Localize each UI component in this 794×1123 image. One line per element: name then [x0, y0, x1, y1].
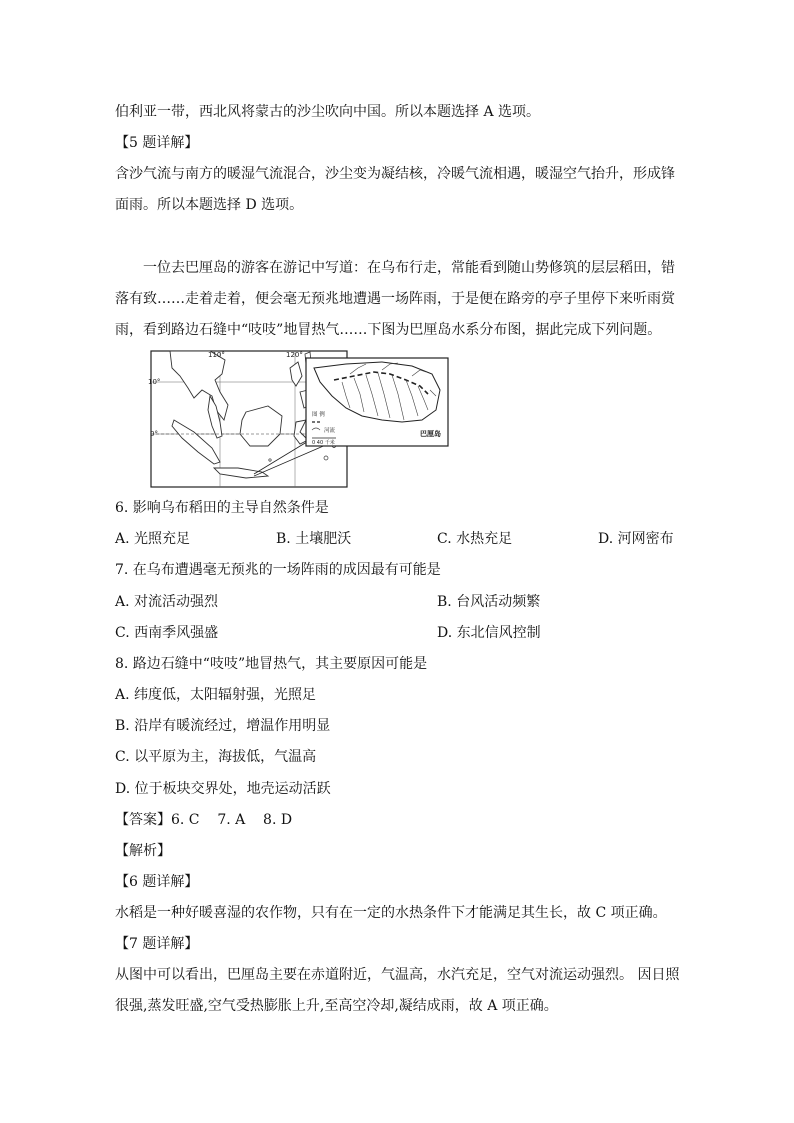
map-figure — [150, 350, 450, 490]
q6-option-c: C. 水热充足 — [437, 531, 513, 547]
legend-title: 图 例 — [312, 412, 325, 418]
q6-option-d: D. 河网密布 — [598, 531, 674, 547]
analysis-heading: 【解析】 — [115, 843, 171, 859]
passage-line: 一位去巴厘岛的游客在游记中写道：在乌布行走，常能看到随山势修筑的层层稻田，错 — [143, 260, 675, 276]
island-mark — [269, 459, 271, 461]
q7-detail-heading: 【7 题详解】 — [115, 936, 199, 952]
island-name-label: 巴厘岛 — [420, 430, 441, 438]
q8-option-d: D. 位于板块交界处，地壳运动活跃 — [115, 781, 331, 797]
question-8-stem: 8. 路边石缝中“吱吱”地冒热气，其主要原因可能是 — [115, 656, 428, 672]
longitude-label: 120° — [286, 351, 303, 359]
latitude-label: 0° — [150, 430, 158, 438]
island-mark — [324, 456, 328, 460]
text-line: 伯利亚一带，西北风将蒙古的沙尘吹向中国。所以本题选择 A 选项。 — [115, 104, 541, 120]
q7-detail-text: 很强,蒸发旺盛,空气受热膨胀上升,至高空冷却,凝结成雨，故 A 项正确。 — [115, 998, 558, 1014]
passage-line: 雨，看到路边石缝中“吱吱”地冒热气……下图为巴厘岛水系分布图，据此完成下列问题。 — [115, 322, 662, 338]
question-6-stem: 6. 影响乌布稻田的主导自然条件是 — [115, 500, 329, 516]
latitude-label: 10° — [148, 378, 161, 386]
q7-option-b: B. 台风活动频繁 — [437, 594, 541, 610]
q5-heading: 【5 题详解】 — [115, 135, 199, 151]
q6-detail-heading: 【6 题详解】 — [115, 874, 199, 890]
q6-option-b: B. 土壤肥沃 — [276, 531, 352, 547]
legend-river-label: 河流 — [324, 428, 336, 434]
q7-option-a: A. 对流活动强烈 — [115, 594, 219, 610]
answer-line: 【答案】6. C 7. A 8. D — [115, 812, 293, 828]
text-line: 含沙气流与南方的暖湿气流混合，沙尘变为凝结核，冷暖气流相遇，暖湿空气抬升，形成锋 — [115, 166, 675, 182]
question-7-stem: 7. 在乌布遭遇毫无预兆的一场阵雨的成因最有可能是 — [115, 562, 441, 578]
q8-option-a: A. 纬度低，太阳辐射强，光照足 — [115, 687, 317, 703]
q7-detail-text: 从图中可以看出，巴厘岛主要在赤道附近，气温高，水汽充足，空气对流运动强烈。 因日照 — [115, 967, 680, 983]
text-line: 面雨。所以本题选择 D 选项。 — [115, 197, 304, 213]
scale-label: 0 40 千米 — [312, 440, 335, 446]
longitude-label: 110° — [208, 351, 225, 359]
q8-option-c: C. 以平原为主，海拔低，气温高 — [115, 749, 317, 765]
q6-detail-text: 水稻是一种好暖喜湿的农作物，只有在一定的水热条件下才能满足其生长，故 C 项正确。 — [115, 905, 667, 921]
q6-option-a: A. 光照充足 — [115, 531, 191, 547]
bali-water-system-map — [150, 350, 450, 490]
q8-option-b: B. 沿岸有暖流经过，增温作用明显 — [115, 718, 331, 734]
passage-line: 落有致……走着走着，便会毫无预兆地遭遇一场阵雨，于是便在路旁的亭子里停下来听雨赏 — [115, 291, 675, 307]
q7-option-d: D. 东北信风控制 — [437, 625, 541, 641]
q7-option-c: C. 西南季风强盛 — [115, 625, 219, 641]
